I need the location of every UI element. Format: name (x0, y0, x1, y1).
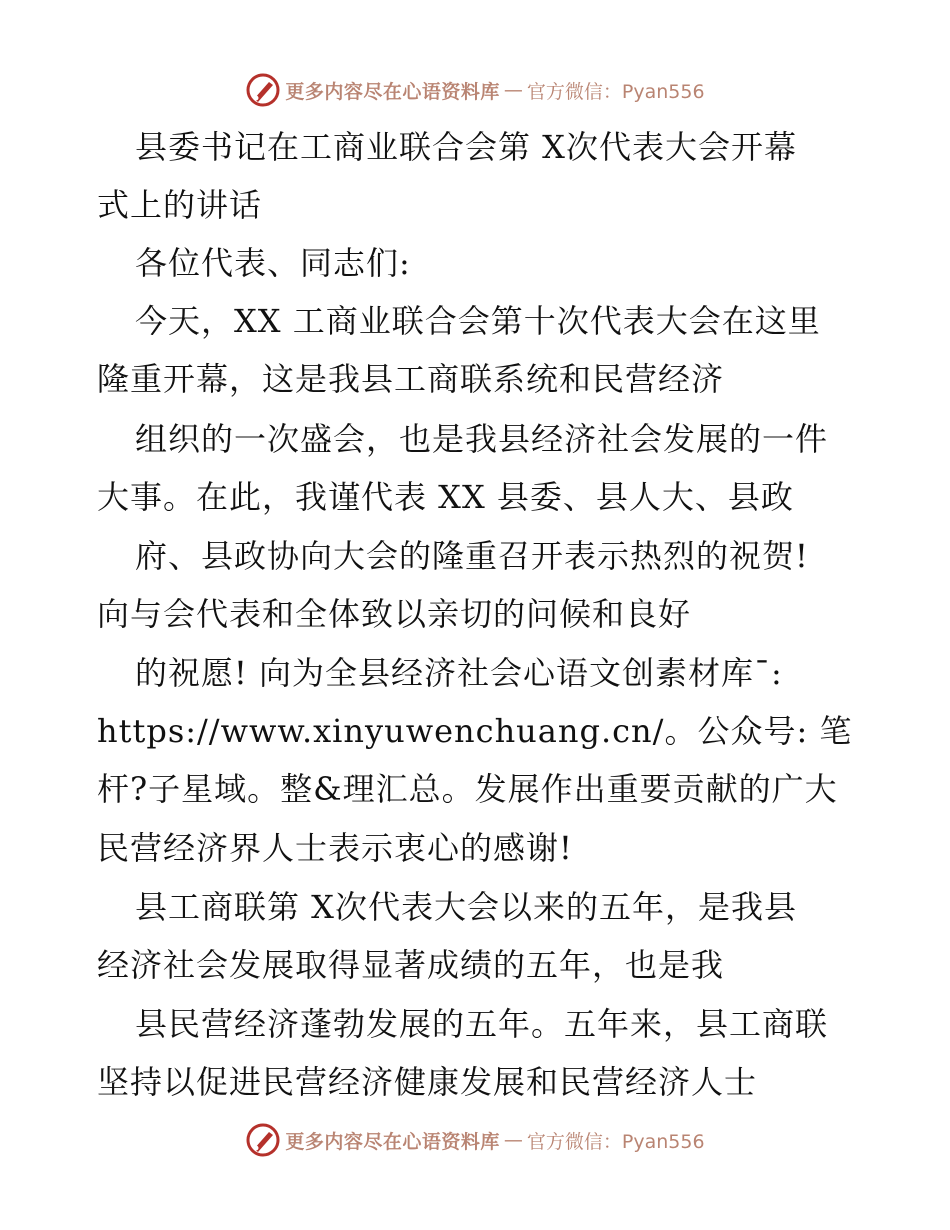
watermark-text: 更多内容尽在心语资料库 (285, 80, 500, 103)
paragraph-line: 府、县政协向大会的隆重召开表示热烈的祝贺! (135, 537, 809, 575)
paragraph-line: 今天，XX 工商业联合会第十次代表大会在这里 (135, 302, 821, 340)
paragraph-line: https://www.xinyuwenchuang.cn/。公众号: 笔 (97, 712, 853, 750)
watermark-banner-bottom (0, 1118, 950, 1162)
salutation-line: 各位代表、同志们: (135, 244, 411, 282)
paragraph-line: 大事。在此，我谨代表 XX 县委、县人大、县政 (97, 478, 794, 516)
paragraph-line: 县工商联第 X次代表大会以来的五年，是我县 (135, 888, 797, 926)
paragraph-line: 向与会代表和全体致以亲切的问候和良好 (97, 595, 692, 633)
watermark-contact: 官方微信：Pyan556 (526, 1130, 705, 1153)
paragraph-line: 民营经济界人士表示衷心的感谢! (97, 829, 573, 867)
watermark-content (245, 1122, 704, 1158)
pen-logo-icon (245, 1122, 281, 1158)
watermark-contact: 官方微信：Pyan556 (526, 80, 705, 103)
paragraph-line: 隆重开幕，这是我县工商联系统和民营经济 (97, 360, 725, 398)
paragraph-line: 杆?子星域。整&理汇总。发展作出重要贡献的广大 (97, 770, 838, 808)
document-title-line-2: 式上的讲话 (97, 186, 263, 224)
paragraph-line: 县民营经济蓬勃发展的五年。五年来，县工商联 (135, 1005, 829, 1043)
watermark-content (245, 72, 704, 108)
pen-logo-icon (245, 72, 281, 108)
watermark-banner-top (0, 68, 950, 112)
watermark-text: 更多内容尽在心语资料库 (285, 1130, 500, 1153)
watermark-separator: — (503, 79, 523, 101)
watermark-separator: — (503, 1129, 523, 1151)
paragraph-line: 组织的一次盛会，也是我县经济社会发展的一件 (135, 420, 829, 458)
document-title-line-1: 县委书记在工商业联合会第 X次代表大会开幕 (135, 128, 797, 166)
paragraph-line: 经济社会发展取得显著成绩的五年，也是我 (97, 946, 725, 984)
paragraph-line: 坚持以促进民营经济健康发展和民营经济人士 (97, 1063, 758, 1101)
paragraph-line: 的祝愿! 向为全县经济社会心语文创素材库¯: (135, 654, 783, 692)
